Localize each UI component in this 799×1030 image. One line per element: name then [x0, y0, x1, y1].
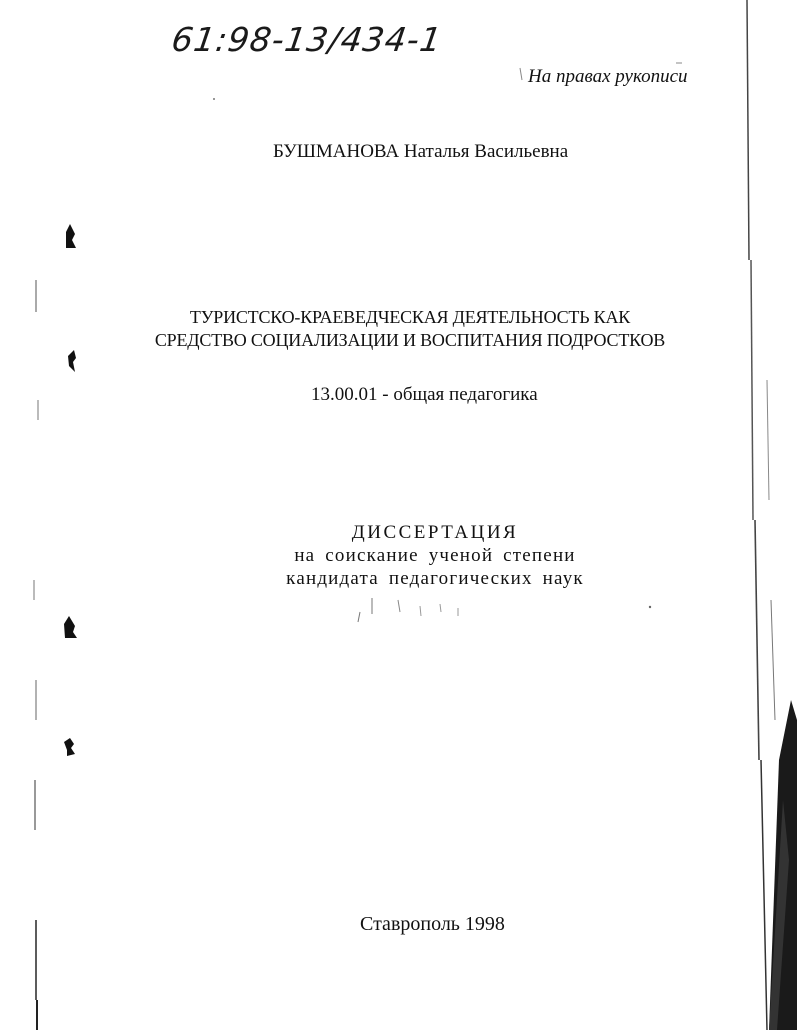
- left-binding-marks: [0, 0, 80, 1030]
- rights-notice: На правах рукописи: [528, 66, 688, 87]
- binding-hole-mark: [64, 616, 77, 638]
- dissertation-block: [270, 521, 600, 590]
- city-year: Ставрополь 1998: [360, 913, 505, 935]
- binding-hole-mark: [66, 224, 76, 248]
- binding-hole-mark: [64, 738, 75, 756]
- dissertation-heading: ДИССЕРТАЦИЯ: [351, 522, 519, 543]
- title-line-2: СРЕДСТВО СОЦИАЛИЗАЦИИ И ВОСПИТАНИЯ ПОДРОСТКОВ: [154, 330, 666, 350]
- degree-line-2: кандидата педагогических наук: [286, 568, 584, 589]
- specialty-code: 13.00.01 - общая педагогика: [311, 384, 538, 405]
- author-name: БУШМАНОВА Наталья Васильевна: [273, 141, 569, 162]
- dissertation-title: [150, 306, 670, 352]
- binding-hole-mark: [68, 350, 76, 372]
- title-line-1: ТУРИСТСКО-КРАЕВЕДЧЕСКАЯ ДЕЯТЕЛЬНОСТЬ КАК: [189, 307, 631, 327]
- degree-line-1: на соискание ученой степени: [294, 545, 576, 566]
- archive-code-handwritten: 61:98-13/434-1: [169, 20, 445, 59]
- right-page-edge: [739, 0, 799, 1030]
